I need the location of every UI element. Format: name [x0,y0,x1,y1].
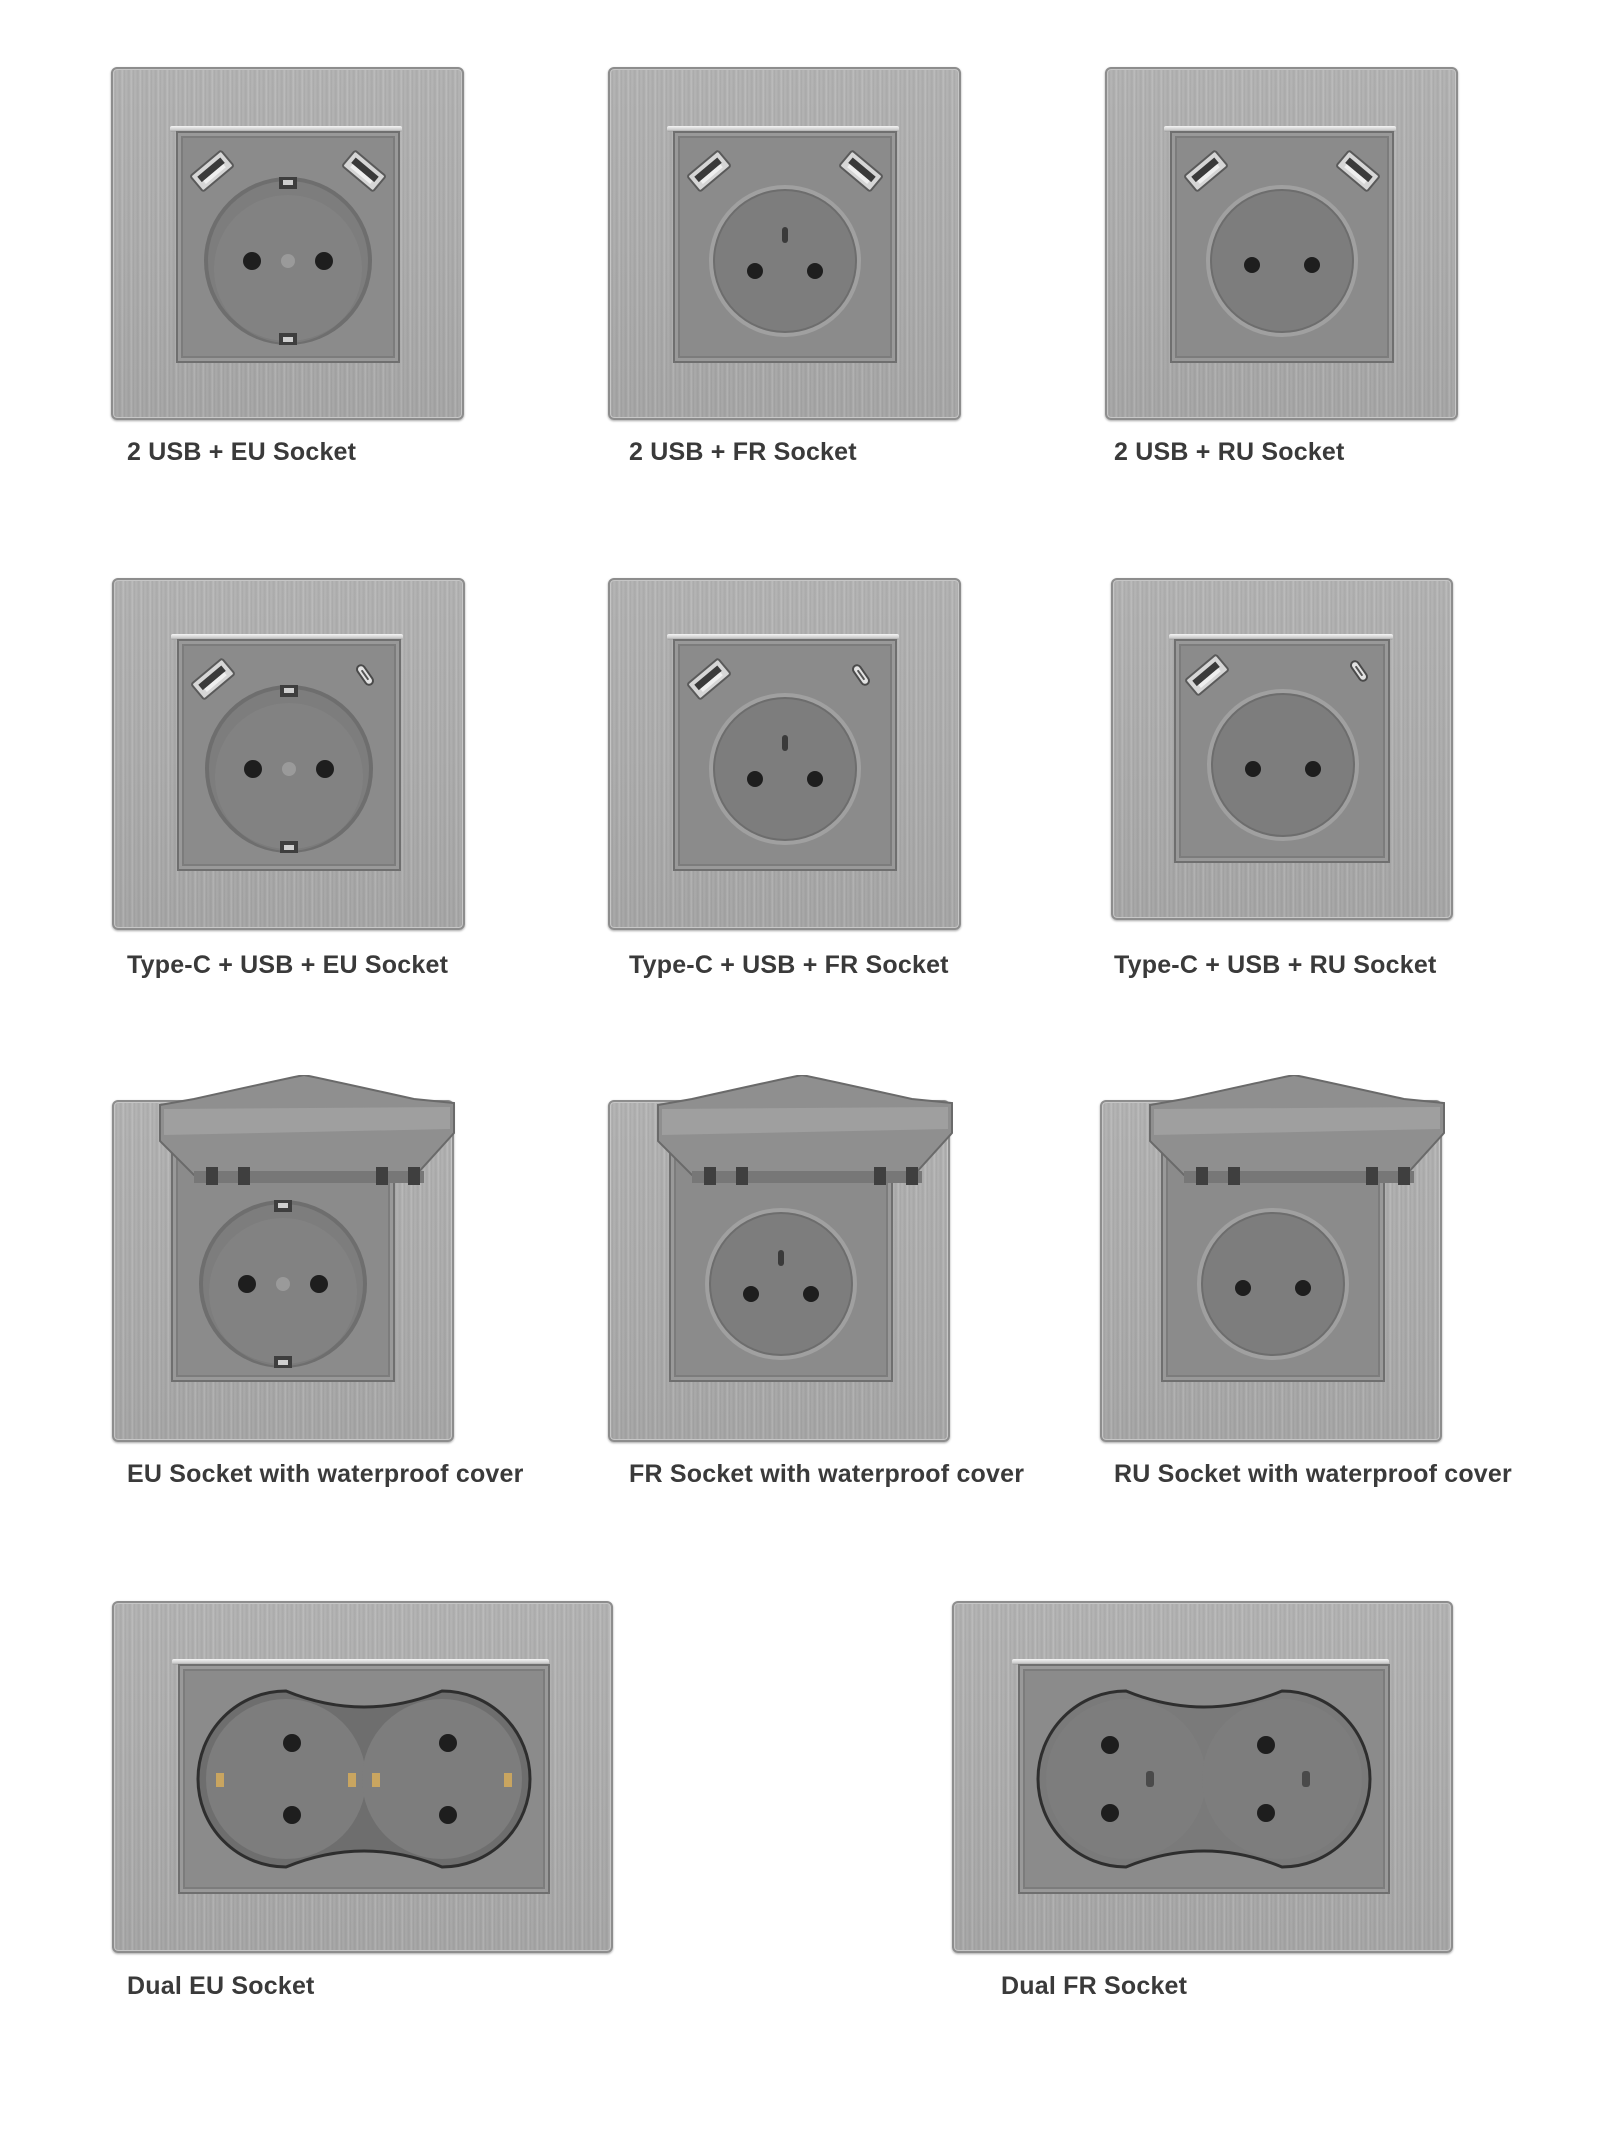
waterproof-cover-icon [1144,1075,1454,1185]
hinge-clip [376,1167,388,1185]
fr-socket-icon [681,143,889,351]
pin-hole [803,1286,819,1302]
usb-a-port-icon [190,150,233,191]
cover-hinge [194,1171,424,1183]
pin-hole [743,1286,759,1302]
pin-hole [1235,1280,1251,1296]
pin-hole [310,1275,328,1293]
earth-clip [372,1773,380,1787]
pin-hole [243,252,261,270]
pin-hole [283,1806,301,1824]
product-label: FR Socket with waterproof cover [629,1460,1025,1488]
pin-hole [1244,257,1260,273]
product-label: 2 USB + FR Socket [629,438,857,466]
fr-socket-icon [677,1166,885,1374]
ru-socket-icon [1169,1166,1377,1374]
usb-c-port-icon [355,664,374,687]
earth-pin [782,735,788,751]
pin-hole [244,760,262,778]
pin-hole [1101,1804,1119,1822]
eu-socket-icon [184,143,392,351]
hinge-clip [1196,1167,1208,1185]
product-label: EU Socket with waterproof cover [127,1460,524,1488]
earth-pin [778,1250,784,1266]
eu-socket-icon [185,651,393,859]
eu-socket-icon [179,1166,387,1374]
dual-fr-socket-icon [1030,1675,1378,1883]
hinge-clip [906,1167,918,1185]
pin-hole [1304,257,1320,273]
cover-hinge [692,1171,922,1183]
pin-hole [316,760,334,778]
usb-a-port-icon [687,150,730,191]
hinge-clip [874,1167,886,1185]
ru-socket-icon [1178,143,1386,351]
pin-hole [1257,1804,1275,1822]
hinge-clip [1398,1167,1410,1185]
pin-hole [1257,1736,1275,1754]
pin-hole [747,263,763,279]
pin-hole [747,771,763,787]
earth-clip [216,1773,224,1787]
hinge-clip [736,1167,748,1185]
usb-a-port-icon [687,658,730,699]
ru-socket-icon [1179,647,1387,855]
waterproof-cover-icon [154,1075,464,1185]
pin-hole [283,1734,301,1752]
dual-eu-socket-icon [190,1675,538,1883]
product-label: 2 USB + RU Socket [1114,438,1345,466]
pin-hole [238,1275,256,1293]
usb-a-port-icon [1185,654,1228,695]
usb-a-port-icon [191,658,234,699]
hinge-clip [1228,1167,1240,1185]
hinge-clip [1366,1167,1378,1185]
usb-c-port-icon [1349,660,1368,683]
pin-hole [315,252,333,270]
product-label: Dual EU Socket [127,1972,315,2000]
earth-pin [1146,1771,1154,1787]
product-label: Dual FR Socket [1001,1972,1188,2000]
earth-clip [348,1773,356,1787]
usb-a-port-icon [1184,150,1227,191]
hinge-clip [206,1167,218,1185]
fr-socket-icon [681,651,889,859]
hinge-clip [238,1167,250,1185]
hinge-clip [704,1167,716,1185]
hinge-clip [408,1167,420,1185]
earth-pin [782,227,788,243]
pin-hole [1305,761,1321,777]
cover-hinge [1184,1171,1414,1183]
product-label: 2 USB + EU Socket [127,438,357,466]
pin-hole [807,263,823,279]
pin-hole [807,771,823,787]
usb-a-port-icon [1336,150,1379,191]
usb-c-port-icon [851,664,870,687]
earth-clip [504,1773,512,1787]
earth-pin [1302,1771,1310,1787]
product-label: Type-C + USB + RU Socket [1114,951,1437,979]
product-label: RU Socket with waterproof cover [1114,1460,1512,1488]
product-label: Type-C + USB + EU Socket [127,951,449,979]
usb-a-port-icon [342,150,385,191]
pin-hole [1295,1280,1311,1296]
pin-hole [439,1734,457,1752]
pin-hole [439,1806,457,1824]
waterproof-cover-icon [652,1075,962,1185]
usb-a-port-icon [839,150,882,191]
pin-hole [1245,761,1261,777]
pin-hole [1101,1736,1119,1754]
product-label: Type-C + USB + FR Socket [629,951,949,979]
